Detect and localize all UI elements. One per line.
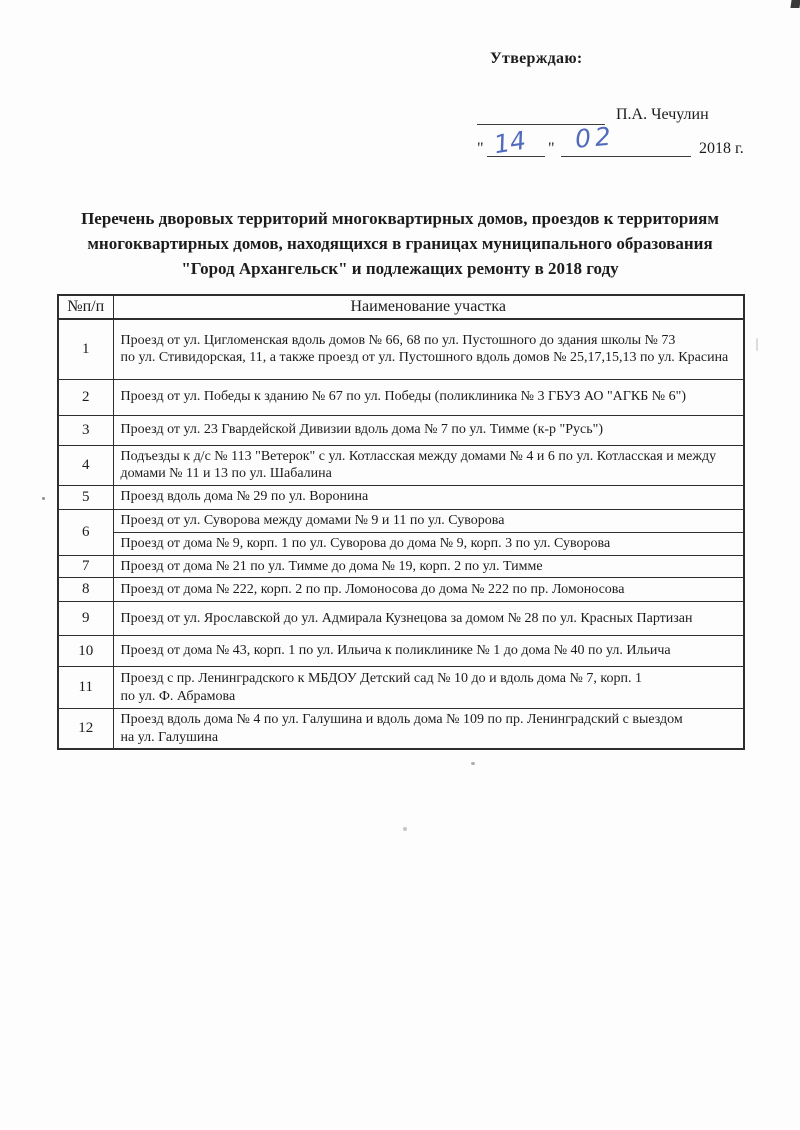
row-name-line: Проезд от ул. Ярославской до ул. Адмирала Кузнецова за домом № 28 по ул. Красных Партизан	[120, 610, 693, 626]
row-name-line: Проезд от дома № 9, корп. 1 по ул. Суворова до дома № 9, корп. 3 по ул. Суворова	[120, 535, 611, 551]
table-row	[58, 319, 744, 379]
table-header	[58, 295, 744, 319]
document-title	[0, 206, 800, 281]
title-line: "Город Архангельск" и подлежащих ремонту в 2018 году	[181, 259, 619, 278]
row-name-cell	[113, 578, 744, 602]
row-number-cell: 3	[58, 415, 113, 445]
row-name-line: Проезд от ул. Цигломенская вдоль домов № 66, 68 по ул. Пустошного до здания школы № 73	[120, 332, 676, 348]
row-name-line: Проезд от дома № 21 по ул. Тимме до дома № 19, корп. 2 по ул. Тимме	[120, 558, 543, 574]
scan-corner-mark	[790, 0, 800, 8]
table-row	[58, 636, 744, 667]
table-body	[58, 319, 744, 749]
table-header-row	[58, 295, 744, 319]
territories-table	[57, 294, 745, 750]
row-name-cell	[113, 445, 744, 485]
row-name-line: Подъезды к д/с № 113 "Ветерок" с ул. Котласская между домами № 4 и 6 по ул. Котласская и между	[120, 448, 717, 464]
row-number-cell: 12	[58, 709, 113, 750]
table-row	[58, 555, 744, 578]
row-name-cell	[113, 509, 744, 532]
row-number-cell: 2	[58, 379, 113, 415]
table-row	[58, 667, 744, 709]
row-name-line: Проезд вдоль дома № 4 по ул. Галушина и вдоль дома № 109 по пр. Ленинградский с выездом	[120, 712, 683, 727]
row-number-cell: 6	[58, 509, 113, 555]
row-number-cell: 5	[58, 485, 113, 509]
title-line: Перечень дворовых территорий многоквартирных домов, проездов к территориям	[81, 209, 719, 228]
signature-line	[477, 107, 605, 125]
table-row	[58, 709, 744, 750]
row-number-cell: 9	[58, 602, 113, 636]
row-name-cell	[113, 532, 744, 555]
row-name-line: Проезд от ул. Суворова между домами № 9 и 11 по ул. Суворова	[120, 512, 505, 528]
table-row	[58, 602, 744, 636]
row-name-cell	[113, 379, 744, 415]
quote-open-mark: "	[477, 140, 484, 157]
year-label: 2018 г.	[699, 140, 744, 157]
scan-speck	[42, 497, 45, 500]
approve-label: Утверждаю:	[490, 50, 583, 67]
col-header-number: №п/п	[58, 295, 113, 319]
row-name-line: на ул. Галушина	[120, 729, 219, 745]
row-name-cell	[113, 709, 744, 750]
row-name-line: Проезд с пр. Ленинградского к МБДОУ Детский сад № 10 до и вдоль дома № 7, корп. 1	[120, 671, 642, 686]
row-name-line: по ул. Ф. Абрамова	[120, 688, 236, 704]
row-number-cell: 1	[58, 319, 113, 379]
row-number-cell: 4	[58, 445, 113, 485]
row-name-cell	[113, 415, 744, 445]
row-name-cell	[113, 636, 744, 667]
row-number-cell: 10	[58, 636, 113, 667]
handwritten-day: 14	[491, 125, 528, 160]
row-name-line: Проезд от дома № 222, корп. 2 по пр. Ломоносова до дома № 222 по пр. Ломоносова	[120, 581, 625, 597]
quote-close-mark: "	[548, 140, 555, 157]
table-row	[58, 578, 744, 602]
row-name-cell	[113, 602, 744, 636]
row-number-cell: 8	[58, 578, 113, 602]
handwritten-month: 02	[573, 121, 617, 154]
row-name-cell	[113, 555, 744, 578]
signer-name: П.А. Чечулин	[616, 106, 709, 123]
scan-speck	[403, 827, 407, 831]
table-row	[58, 532, 744, 555]
scan-speck	[756, 338, 758, 351]
table-row	[58, 509, 744, 532]
row-name-cell	[113, 485, 744, 509]
row-name-cell	[113, 667, 744, 709]
row-name-line: Проезд от ул. 23 Гвардейской Дивизии вдоль дома № 7 по ул. Тимме (к-р "Русь")	[120, 422, 604, 438]
row-name-line: по ул. Стивидорская, 11, а также проезд от ул. Пустошного вдоль домов № 25,17,15,13 по ул. Красина	[120, 350, 729, 366]
row-name-cell	[113, 319, 744, 379]
row-number-cell: 11	[58, 667, 113, 709]
row-name-line: Проезд вдоль дома № 29 по ул. Воронина	[120, 489, 369, 505]
title-line: многоквартирных домов, находящихся в границах муниципального образования	[87, 234, 713, 253]
table-row	[58, 415, 744, 445]
table-row	[58, 379, 744, 415]
row-name-line: домами № 11 и 13 по ул. Шабалина	[120, 466, 332, 481]
table-row	[58, 485, 744, 509]
row-name-line: Проезд от дома № 43, корп. 1 по ул. Ильича к поликлинике № 1 до дома № 40 по ул. Ильича	[120, 643, 671, 659]
table-row	[58, 445, 744, 485]
row-number-cell: 7	[58, 555, 113, 578]
scan-speck	[471, 762, 475, 765]
col-header-name: Наименование участка	[113, 295, 744, 319]
row-name-line: Проезд от ул. Победы к зданию № 67 по ул. Победы (поликлиника № 3 ГБУЗ АО "АГКБ № 6")	[120, 389, 686, 405]
